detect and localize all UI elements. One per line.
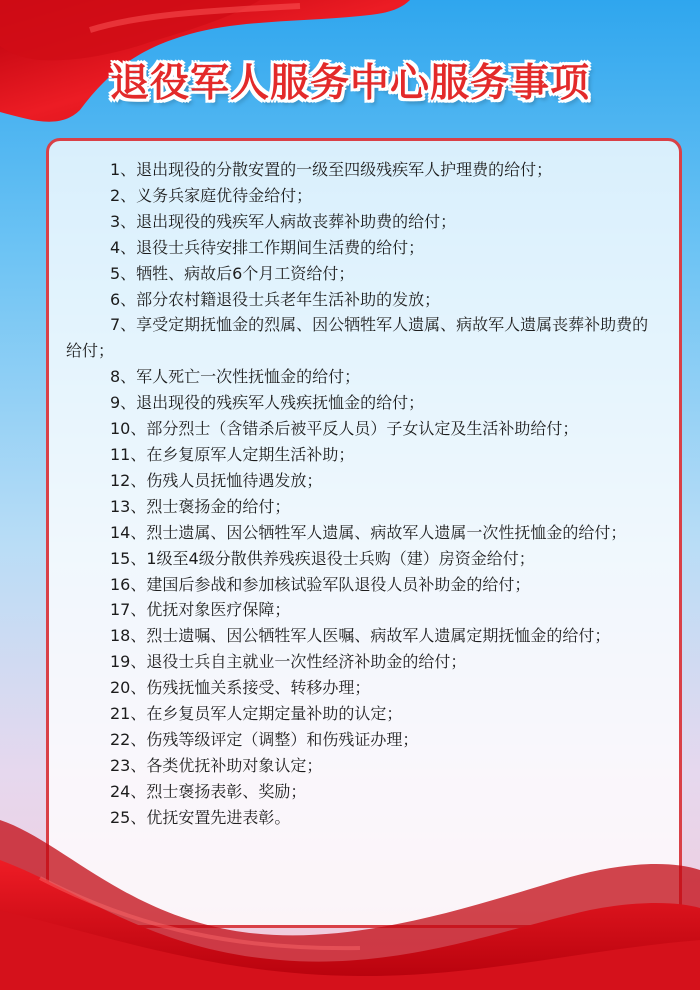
page-title: 退役军人服务中心服务事项 bbox=[109, 61, 590, 106]
service-item: 24、烈士褒扬表彰、奖励； bbox=[110, 781, 307, 801]
service-item: 21、在乡复员军人定期定量补助的认定； bbox=[110, 704, 403, 724]
service-items-list bbox=[66, 157, 664, 831]
service-item: 3、退出现役的残疾军人病故丧葬补助费的给付； bbox=[110, 211, 457, 231]
service-item: 12、伤残人员抚恤待遇发放； bbox=[110, 470, 323, 490]
service-item: 4、退役士兵待安排工作期间生活费的给付； bbox=[110, 237, 425, 257]
service-item: 14、烈士遗属、因公牺牲军人遗属、病故军人遗属一次性抚恤金的给付； bbox=[110, 522, 627, 542]
service-item: 9、退出现役的残疾军人残疾抚恤金的给付； bbox=[110, 393, 425, 413]
service-item: 1、退出现役的分散安置的一级至四级残疾军人护理费的给付； bbox=[110, 160, 553, 179]
service-item: 8、军人死亡一次性抚恤金的给付； bbox=[110, 367, 361, 387]
service-item: 17、优抚对象医疗保障； bbox=[110, 600, 291, 620]
service-item: 18、烈士遗嘱、因公牺牲军人医嘱、病故军人遗属定期抚恤金的给付； bbox=[110, 626, 611, 646]
service-item: 20、伤残抚恤关系接受、转移办理； bbox=[110, 678, 371, 698]
service-item: 22、伤残等级评定（调整）和伤残证办理； bbox=[110, 729, 419, 749]
service-item: 2、义务兵家庭优待金给付； bbox=[110, 185, 313, 205]
service-item: 13、烈士褒扬金的给付； bbox=[110, 496, 291, 516]
service-item: 6、部分农村籍退役士兵老年生活补助的发放； bbox=[110, 289, 441, 309]
service-item: 7、享受定期抚恤金的烈属、因公牺牲军人遗属、病故军人遗属丧葬补助费的给付； bbox=[66, 315, 649, 361]
red-wave-decoration bbox=[0, 800, 700, 990]
service-item: 11、在乡复原军人定期生活补助； bbox=[110, 444, 355, 464]
service-item: 5、牺牲、病故后6个月工资给付； bbox=[110, 263, 355, 283]
service-item: 16、建国后参战和参加核试验军队退役人员补助金的给付； bbox=[110, 574, 531, 594]
service-item: 23、各类优抚补助对象认定； bbox=[110, 755, 323, 775]
service-item: 15、1级至4级分散供养残疾退役士兵购（建）房资金给付； bbox=[110, 548, 535, 568]
service-item: 25、优抚安置先进表彰。 bbox=[110, 807, 291, 827]
service-item: 19、退役士兵自主就业一次性经济补助金的给付； bbox=[110, 652, 467, 672]
service-item: 10、部分烈士（含错杀后被平反人员）子女认定及生活补助给付； bbox=[110, 419, 579, 439]
